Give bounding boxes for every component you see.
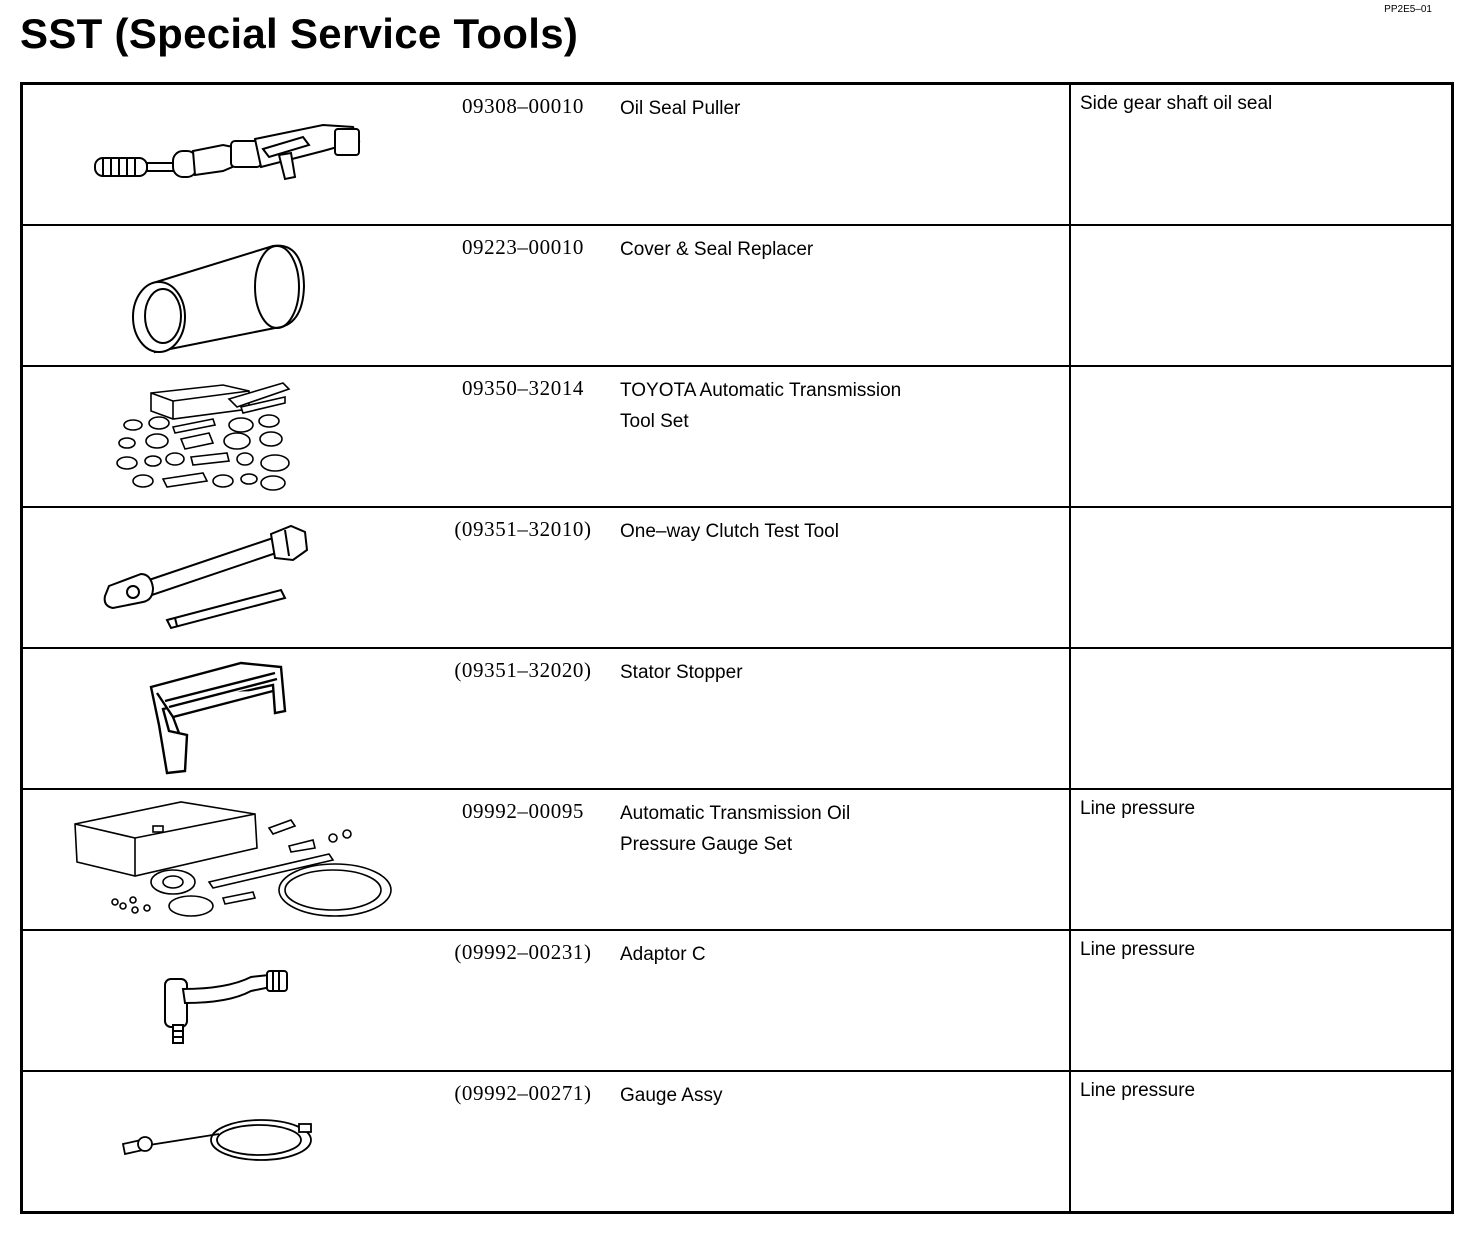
part-number: 09350–32014 — [461, 376, 585, 400]
usage-note — [1071, 226, 1451, 234]
one-way-clutch-test-tool-illustration — [23, 508, 428, 647]
tool-name: Cover & Seal Replacer — [620, 239, 814, 260]
table-row — [22, 648, 1453, 789]
table-row — [22, 84, 1453, 226]
adaptor-c-illustration — [23, 931, 428, 1070]
stator-stopper-illustration — [23, 649, 428, 788]
usage-note — [1071, 508, 1451, 516]
table-row — [22, 1071, 1453, 1213]
usage-note: Line pressure — [1080, 939, 1196, 960]
tool-name: Oil Seal Puller — [620, 98, 741, 119]
usage-note — [1071, 649, 1451, 657]
table-row — [22, 225, 1453, 366]
part-number: (09351–32020) — [454, 658, 592, 682]
tool-name: One–way Clutch Test Tool — [620, 521, 839, 542]
page-title: SST (Special Service Tools) — [20, 10, 579, 57]
pressure-gauge-set-illustration — [23, 790, 428, 929]
tool-name: TOYOTA Automatic Transmission Tool Set — [620, 380, 902, 432]
tool-name: Gauge Assy — [620, 1085, 723, 1106]
part-number: 09992–00095 — [461, 799, 585, 823]
transmission-tool-set-illustration — [23, 367, 428, 506]
part-number: (09992–00231) — [454, 940, 592, 964]
part-number: 09308–00010 — [461, 94, 585, 118]
tool-name: Automatic Transmission Oil Pressure Gauge Set — [620, 803, 851, 855]
part-number: 09223–00010 — [461, 235, 585, 259]
cover-seal-replacer-illustration — [23, 226, 428, 365]
table-row — [22, 789, 1453, 930]
usage-note: Side gear shaft oil seal — [1080, 93, 1273, 114]
table-row — [22, 930, 1453, 1071]
usage-note: Line pressure — [1080, 1080, 1196, 1101]
part-number: (09351–32010) — [454, 517, 592, 541]
gauge-assy-illustration — [23, 1072, 428, 1211]
oil-seal-puller-illustration — [23, 85, 428, 224]
table-row — [22, 507, 1453, 648]
usage-note — [1071, 367, 1451, 375]
tool-name: Adaptor C — [620, 944, 706, 965]
document-code: PP2E5–01 — [1384, 4, 1432, 15]
special-service-tools-table — [20, 82, 1454, 1214]
tool-name: Stator Stopper — [620, 662, 743, 683]
table-row — [22, 366, 1453, 507]
part-number: (09992–00271) — [454, 1081, 592, 1105]
usage-note: Line pressure — [1080, 798, 1196, 819]
